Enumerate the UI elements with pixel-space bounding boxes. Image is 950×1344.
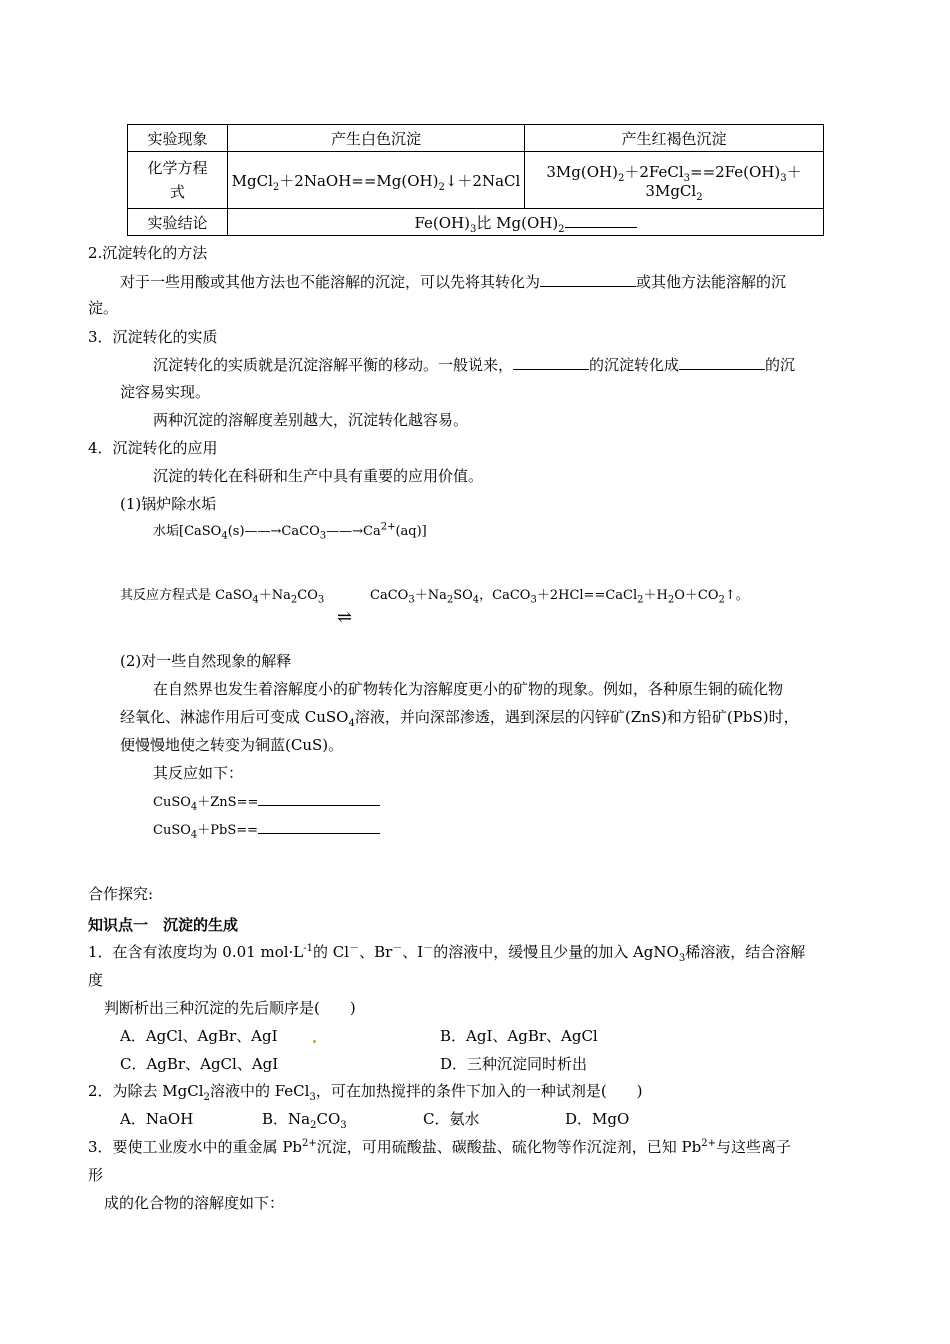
dot-mark bbox=[313, 1040, 316, 1043]
sup: 2+ bbox=[302, 1138, 317, 1149]
text: B．Na bbox=[262, 1110, 311, 1128]
section-2-paragraph bbox=[120, 272, 786, 292]
section-3-paragraph bbox=[153, 355, 795, 375]
table-cell-equation-1 bbox=[228, 152, 525, 209]
table-row bbox=[128, 209, 824, 236]
eq-part: 比 Mg(OH) bbox=[476, 213, 559, 232]
sub: 4 bbox=[348, 718, 355, 729]
natural-paragraph-line: 在自然界也发生着溶解度小的矿物转化为溶解度更小的矿物的现象。例如，各种原生铜的硫化物 bbox=[153, 680, 784, 698]
question-1-option-c[interactable]: C．AgBr、AgCl、AgI bbox=[120, 1055, 279, 1073]
subsection-boiler-scale: (1)锅炉除水垢 bbox=[120, 495, 217, 513]
table-label-conclusion: 实验结论 bbox=[128, 209, 228, 236]
section-2-paragraph-cont: 淀。 bbox=[88, 299, 119, 317]
text: ，可在加热搅拌的条件下加入的一种试剂是( ) bbox=[315, 1082, 643, 1100]
sub: 2 bbox=[667, 594, 675, 606]
sub: 3 bbox=[678, 953, 686, 964]
text: ＋H bbox=[643, 588, 668, 603]
eq-part: ＋2FeCl bbox=[624, 162, 684, 181]
text: 2．为除去 MgCl bbox=[88, 1082, 204, 1100]
section-4-heading: 4．沉淀转化的应用 bbox=[88, 439, 218, 457]
table-cell-conclusion bbox=[228, 209, 824, 236]
text: 1．在含有浓度均为 0.01 mol·L bbox=[88, 943, 304, 961]
cooperative-heading: 合作探究: bbox=[88, 885, 154, 903]
question-1-option-b[interactable]: B．AgI、AgBr、AgCl bbox=[440, 1027, 598, 1045]
answer-blank[interactable] bbox=[540, 272, 636, 287]
text: 、I bbox=[402, 943, 424, 961]
text: CO bbox=[297, 588, 318, 603]
sub: 2 bbox=[203, 1092, 210, 1103]
text: 其反应方程式是 CaSO bbox=[120, 588, 253, 603]
table-cell-red-brown-precipitate: 产生红褐色沉淀 bbox=[525, 125, 824, 152]
sub: 2 bbox=[718, 594, 725, 606]
question-3-stem-cont: 成的化合物的溶解度如下： bbox=[104, 1194, 285, 1212]
sub: 2 bbox=[310, 1120, 317, 1131]
knowledge-point-heading: 知识点一 沉淀的生成 bbox=[88, 916, 239, 934]
experiment-table bbox=[127, 124, 824, 236]
text: CuSO bbox=[153, 795, 191, 810]
text: SO bbox=[453, 588, 473, 603]
section-4-intro: 沉淀的转化在科研和生产中具有重要的应用价值。 bbox=[153, 467, 484, 485]
sub: 2 bbox=[637, 594, 644, 606]
question-2-option-a[interactable]: A．NaOH bbox=[120, 1110, 194, 1128]
text: 、Br bbox=[359, 943, 393, 961]
answer-blank[interactable] bbox=[565, 213, 637, 228]
eq-part: ＋2NaOH==Mg(OH) bbox=[279, 171, 439, 190]
text: 溶液中的 FeCl bbox=[209, 1082, 310, 1100]
label-line: 化学方程 bbox=[147, 159, 208, 177]
question-2-option-d[interactable]: D．MgO bbox=[565, 1110, 630, 1128]
sup: 2+ bbox=[701, 1138, 716, 1149]
section-3-heading: 3．沉淀转化的实质 bbox=[88, 328, 218, 346]
text: 的沉淀转化成 bbox=[589, 356, 680, 374]
sub: 2 bbox=[446, 594, 454, 606]
eq-sub: 2 bbox=[696, 191, 703, 203]
reaction-equation-products bbox=[370, 586, 749, 606]
question-1-option-d[interactable]: D．三种沉淀同时析出 bbox=[440, 1055, 588, 1073]
text: ＋PbS== bbox=[197, 823, 259, 838]
table-row bbox=[128, 125, 824, 152]
table-label-equation bbox=[128, 152, 228, 209]
sub: 4 bbox=[190, 801, 198, 813]
sup: － bbox=[349, 943, 360, 954]
sup: － bbox=[423, 943, 434, 954]
text: 沉淀转化的实质就是沉淀溶解平衡的移动。一般说来， bbox=[153, 356, 514, 374]
answer-blank[interactable] bbox=[679, 355, 765, 370]
table-cell-equation-2 bbox=[525, 152, 824, 209]
reaction-equation bbox=[120, 586, 324, 606]
text: 溶液，并向深部渗透，遇到深层的闪锌矿(ZnS)和方铅矿(PbS)时， bbox=[354, 708, 799, 726]
text: ＋2HCl==CaCl bbox=[536, 588, 638, 603]
eq-part: MgCl bbox=[231, 171, 273, 190]
reaction-pbS bbox=[153, 819, 380, 841]
answer-blank[interactable] bbox=[258, 791, 380, 806]
text: 沉淀，可用硫酸盐、碳酸盐、硫化物等作沉淀剂，已知 Pb bbox=[316, 1138, 702, 1156]
sub: 3 bbox=[530, 594, 537, 606]
text: 的 Cl bbox=[313, 943, 350, 961]
sub: 4 bbox=[190, 829, 198, 841]
answer-blank[interactable] bbox=[258, 819, 380, 834]
sub: 2 bbox=[290, 594, 298, 606]
text: 的溶液中，缓慢且少量的加入 AgNO bbox=[433, 943, 679, 961]
text: ＋Na bbox=[258, 588, 291, 603]
text: ＋Na bbox=[414, 588, 447, 603]
sup: － bbox=[392, 943, 403, 954]
question-2-option-b[interactable] bbox=[262, 1109, 347, 1129]
label-line: 式 bbox=[169, 183, 185, 201]
section-2-heading: 2.沉淀转化的方法 bbox=[88, 244, 208, 262]
reaction-intro: 其反应如下： bbox=[153, 764, 244, 782]
question-3-stem bbox=[88, 1137, 791, 1157]
natural-paragraph-line: 便慢慢地使之转变为铜蓝(CuS)。 bbox=[120, 736, 344, 754]
eq-part: ==2Fe(OH) bbox=[690, 162, 781, 181]
text: (s)——→CaCO bbox=[227, 524, 320, 539]
text: ——→Ca bbox=[326, 524, 381, 539]
section-3-note: 两种沉淀的溶解度差别越大，沉淀转化越容易。 bbox=[153, 411, 469, 429]
table-cell-white-precipitate: 产生白色沉淀 bbox=[228, 125, 525, 152]
text: CaCO bbox=[370, 588, 409, 603]
question-3-stem-cont: 形 bbox=[88, 1166, 104, 1184]
text: 经氧化、淋滤作用后可变成 CuSO bbox=[120, 708, 349, 726]
question-2-stem bbox=[88, 1081, 643, 1101]
reaction-znS bbox=[153, 791, 380, 813]
natural-paragraph-line bbox=[120, 707, 799, 727]
answer-blank[interactable] bbox=[513, 355, 589, 370]
eq-sub: 3 bbox=[780, 172, 787, 184]
text: ，CaCO bbox=[479, 588, 531, 603]
equilibrium-arrow-icon: ⇌ bbox=[337, 607, 353, 628]
question-1-option-a[interactable]: A．AgCl、AgBr、AgI bbox=[120, 1027, 278, 1045]
sub: 4 bbox=[252, 594, 259, 606]
sub: 4 bbox=[221, 530, 228, 542]
eq-part: ↓＋2NaCl bbox=[444, 171, 521, 190]
text: CO bbox=[316, 1110, 341, 1128]
text: 对于一些用酸或其他方法也不能溶解的沉淀，可以先将其转化为 bbox=[120, 273, 541, 291]
text: ↑。 bbox=[724, 588, 749, 603]
sub: 3 bbox=[309, 1092, 316, 1103]
eq-sub: 2 bbox=[617, 172, 625, 184]
sub: 3 bbox=[340, 1120, 347, 1131]
sub: 3 bbox=[408, 594, 415, 606]
text: O＋CO bbox=[674, 588, 719, 603]
question-1-stem-cont: 度 bbox=[88, 971, 104, 989]
eq-sub: 3 bbox=[683, 172, 690, 184]
question-1-prompt: 判断析出三种沉淀的先后顺序是( ) bbox=[104, 999, 356, 1017]
sub: 4 bbox=[472, 594, 480, 606]
eq-sub: 3 bbox=[469, 223, 477, 235]
section-3-paragraph-cont: 淀容易实现。 bbox=[120, 383, 211, 401]
table-row bbox=[128, 152, 824, 209]
text: 水垢[CaSO bbox=[153, 524, 222, 539]
eq-sub: 2 bbox=[558, 223, 565, 235]
eq-sub: 2 bbox=[272, 181, 280, 193]
question-1-stem bbox=[88, 942, 805, 962]
text: CuSO bbox=[153, 823, 191, 838]
sub: 3 bbox=[317, 594, 325, 606]
eq-part: 3Mg(OH) bbox=[546, 162, 618, 181]
text: ＋ZnS== bbox=[197, 795, 259, 810]
text: 3．要使工业废水中的重金属 Pb bbox=[88, 1138, 303, 1156]
text: 与这些离子 bbox=[715, 1138, 791, 1156]
sub: 3 bbox=[319, 530, 327, 542]
scale-conversion bbox=[153, 522, 427, 542]
eq-sub: 2 bbox=[438, 181, 445, 193]
table-label-phenomenon: 实验现象 bbox=[128, 125, 228, 152]
sup: -1 bbox=[303, 943, 314, 954]
text: 的沉 bbox=[765, 356, 796, 374]
sup: 2+ bbox=[380, 521, 396, 533]
eq-part: Fe(OH) bbox=[414, 213, 470, 232]
question-2-option-c[interactable]: C．氨水 bbox=[423, 1110, 480, 1128]
eq-part: ＋3MgCl bbox=[645, 162, 802, 200]
text: 或其他方法能溶解的沉 bbox=[636, 273, 787, 291]
subsection-natural-phenomena: (2)对一些自然现象的解释 bbox=[120, 652, 292, 670]
text: 稀溶液，结合溶解 bbox=[685, 943, 806, 961]
text: (aq)] bbox=[395, 524, 427, 539]
